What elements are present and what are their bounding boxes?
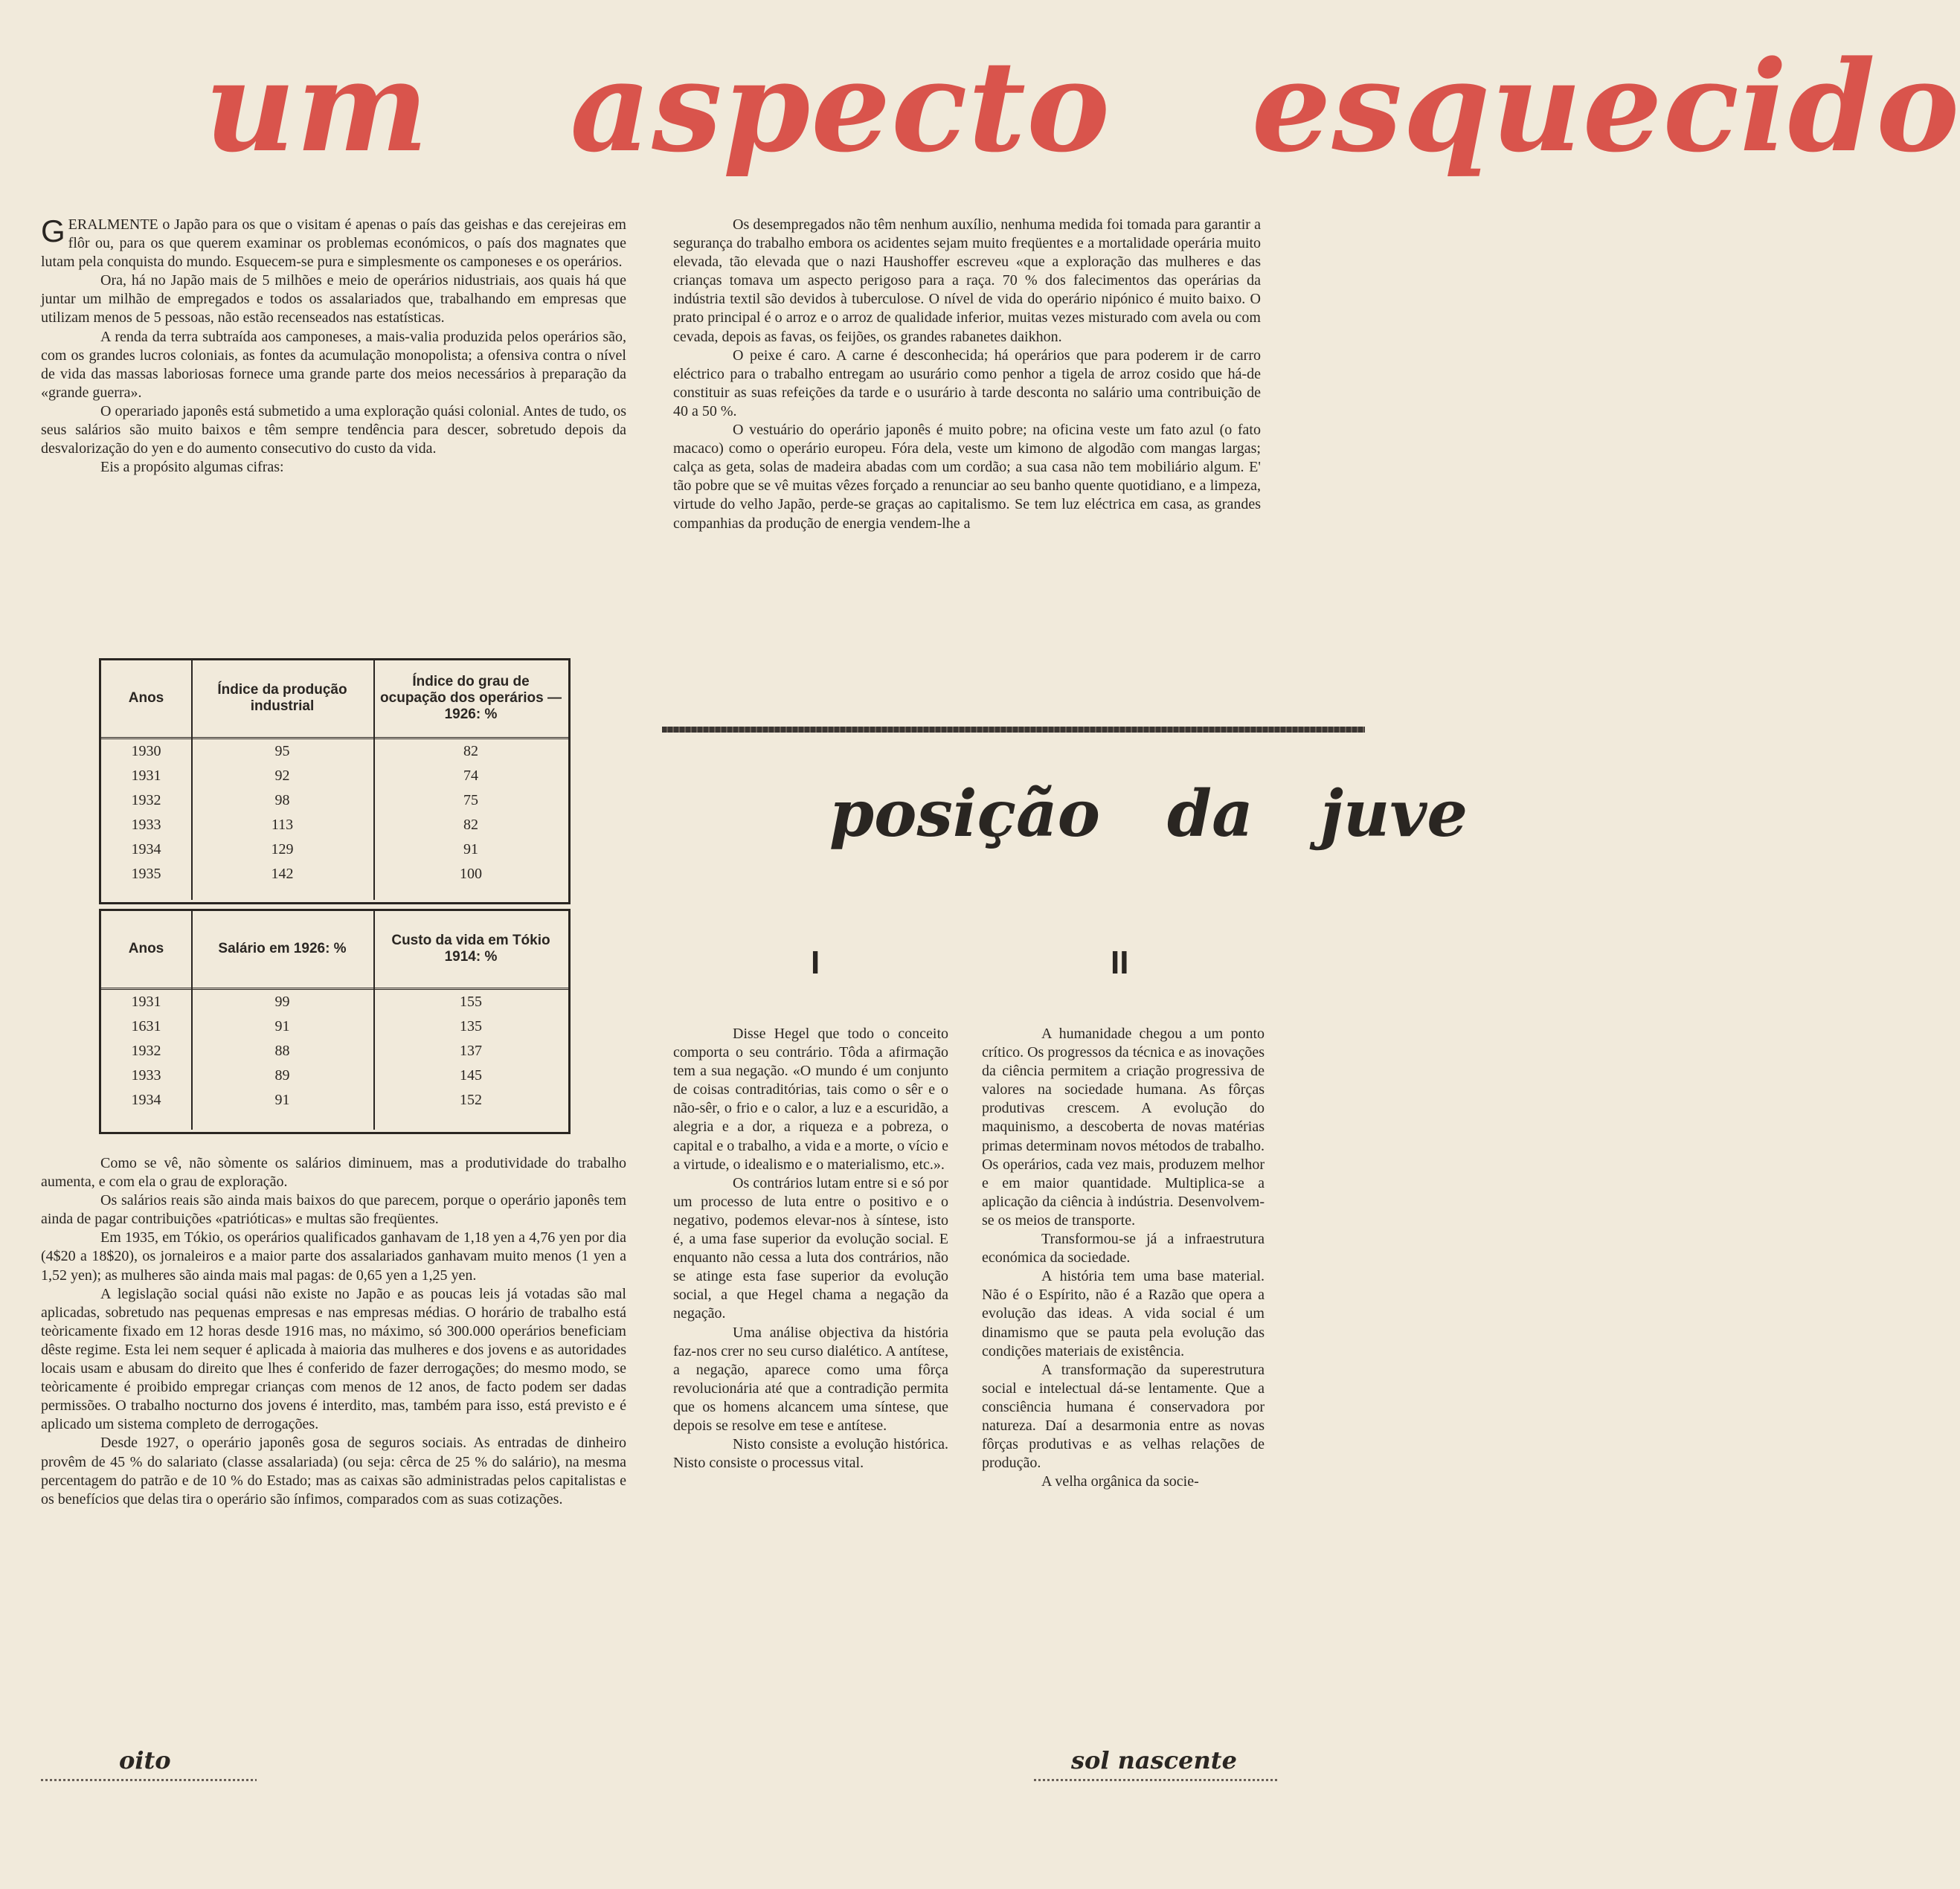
- table-cell: 91: [463, 840, 478, 857]
- section-number-ii: II: [1111, 944, 1129, 981]
- table-cell: 145: [460, 1066, 482, 1084]
- table-cell: 1935: [131, 865, 161, 882]
- table-cell: 91: [274, 1091, 290, 1108]
- table-cell: 135: [460, 1017, 482, 1034]
- table-cell: 74: [463, 767, 478, 784]
- table-cell: 98: [274, 791, 290, 808]
- article-paragraph: Os desempregados não têm nenhum auxílio, nenhuma medida foi tomada para garantir a segurança do trabalho embora os acidentes sejam muito freqüentes e a mortalidade operária muito elevada, tão elevada que o nazi Haushoffer escreveu «que a exploração das mulheres e das crianças tomava um aspecto perigoso para a raça. 70 % dos falecimentos das operárias da indústria textil são devidos à tuberculose. O nível de vida do operário nipónico é muito baixo. O prato principal é o arroz e o arroz de qualidade inferior, muitas vezes misturado com avela ou com cevada, depois as favas, os feijões, os grandes rabanetes daikhon.: [673, 216, 1261, 345]
- section-ii-column: [982, 1025, 1265, 1491]
- dropcap: G: [41, 213, 65, 248]
- table-cell: 1631: [131, 1017, 161, 1034]
- article-paragraph: Como se vê, não sòmente os salários diminuem, mas a produtividade do trabalho aumenta, e com ela o grau de exploração.: [41, 1155, 626, 1191]
- table-cell: 1931: [131, 767, 161, 784]
- table-row: [101, 862, 568, 886]
- table-row: [101, 813, 568, 837]
- table-row: [101, 1088, 568, 1113]
- footer-rule-right: [1034, 1779, 1279, 1781]
- section-heading: posição da juve: [829, 776, 1468, 852]
- article-paragraph: A velha orgânica da socie-: [1041, 1473, 1199, 1490]
- table-cell: 1932: [131, 1042, 161, 1059]
- table-cell: 100: [460, 865, 482, 882]
- article-paragraph: Os salários reais são ainda mais baixos do que parecem, porque o operário japonês tem ainda de pagar contribuições «patrióticas» e multas são freqüentes.: [41, 1192, 626, 1228]
- article-paragraph: Nisto consiste a evolução histórica. Nisto consiste o processus vital.: [673, 1436, 948, 1472]
- article-paragraph: O peixe é caro. A carne é desconhecida; há operários que para poderem ir de carro eléctrico para o trabalho entregam ao usurário como penhor a tigela de arroz cosido que há-de constituir as suas refeições da tarde e o usurário à tarde desconta no salário uma contribuição de 40 a 50 %.: [673, 347, 1261, 419]
- table-row: [101, 837, 568, 862]
- left-column-top: [41, 213, 626, 477]
- headline: um aspecto esquecido: [205, 33, 1960, 180]
- article-paragraph: Uma análise objectiva da história faz-nos crer no seu curso dialético. A antítese, a negação, aparece como uma fôrça revolucionária até que a contradição permita que os homens alcancem uma síntese, que depois se resolve em tese e antítese.: [673, 1324, 948, 1434]
- article-paragraph: Transformou-se já a infraestrutura económica da sociedade.: [982, 1231, 1265, 1267]
- section-i-column: [673, 1025, 948, 1473]
- table-row: [101, 738, 568, 764]
- table-cell: 1930: [131, 742, 161, 759]
- table-cell: 113: [271, 816, 294, 833]
- left-column-bottom: [41, 1154, 626, 1509]
- table-cell: 89: [274, 1066, 290, 1084]
- article-paragraph: A renda da terra subtraída aos camponeses, a mais-valia produzida pelos operários são, com os grandes lucros coloniais, as fontes da acumulação monopolista; a ofensiva contra o nível de vida das massas laboriosas fornece uma grande parte dos meios necessários à preparação da «grande guerra».: [41, 328, 626, 401]
- table-cell: 1931: [131, 993, 161, 1010]
- table-cell: 82: [463, 742, 478, 759]
- table-cell: 1934: [131, 840, 161, 857]
- table-cell: 82: [463, 816, 478, 833]
- table-row: [101, 788, 568, 813]
- table-header: Índice do grau de ocupação dos operários — 1926: %: [373, 660, 568, 738]
- table-cell: 1932: [131, 791, 161, 808]
- table-header: Anos: [101, 660, 191, 738]
- table-cell: 75: [463, 791, 478, 808]
- article-paragraph: GERALMENTE o Japão para os que o visitam é apenas o país das geishas e das cerejeiras em flôr ou, para os que querem examinar os problemas económicos, o país dos magnates que lutam pela conquista do mundo. Esquecem-se pura e simplesmente os camponeses e os operários.: [41, 213, 626, 271]
- section-divider: [662, 727, 1365, 733]
- table-cell: 92: [274, 767, 290, 784]
- table-row: [101, 1039, 568, 1063]
- article-paragraph: A história tem uma base material. Não é o Espírito, não é a Razão que opera a evolução das ideas. A vida social é um dinamismo que se pauta pela evolução das condições materiais de existência.: [982, 1268, 1265, 1359]
- table-header: Anos: [101, 911, 191, 988]
- article-paragraph: Disse Hegel que todo o conceito comporta o seu contrário. Tôda a afirmação tem a sua negação. «O mundo é um conjunto de coisas contraditórias, tais como o sêr e o não-sêr, o frio e o calor, a luz e a escuridão, a alegria e a dor, a riqueza e a pobreza, o capital e o trabalho, a vida e a morte, o vício e a virtude, o idealismo e o materialismo, etc.».: [673, 1026, 948, 1173]
- section-number-i: I: [811, 944, 820, 981]
- article-paragraph: A legislação social quási não existe no Japão e as poucas leis já votadas são mal aplicadas, sobretudo nas pequenas empresas e nas empresas médias. O horário de trabalho está teòricamente fixado em 12 horas desde 1916 mas, no máximo, só 300.000 operários beneficiam dêste regime. Esta lei nem sequer é aplicada à maioria das mulheres e dos jovens e as autoridades locais usam e abusam do direito que lhes é conferido de fazer derrogações; do mesmo modo, se teòricamente é proibido empregar crianças com menos de 12 anos, de facto podem ser dadas permissões. O trabalho nocturno dos jovens é interdito, mas, também para isso, está previsto e é aplicado um sistema completo de derrogações.: [41, 1285, 626, 1433]
- article-paragraph: Em 1935, em Tókio, os operários qualificados ganhavam de 1,18 yen a 4,76 yen por dia (4$20 a 18$20), os jornaleiros e a maior parte dos assalariados ganhavam muito menos (1 yen a 1,52 yen); as mulheres são ainda mais mal pagas: de 0,65 yen a 1,25 yen.: [41, 1229, 626, 1284]
- table-cell: 1933: [131, 816, 161, 833]
- production-table: [101, 660, 568, 886]
- article-paragraph: A humanidade chegou a um ponto crítico. Os progressos da técnica e as inovações da ciência permitem a criação progressiva de valores na sociedade humana. As fôrças produtivas crescem. A evolução do maquinismo, a descoberta de novas matérias primas determinam novos métodos de trabalho. Os operários, cada vez mais, produzem melhor e em maior quantidade. Multiplica-se a aplicação da ciência à indústria. Desenvolvem-se os meios de transporte.: [982, 1026, 1265, 1229]
- table-header: Custo da vida em Tókio 1914: %: [373, 911, 568, 988]
- table-cell: 99: [274, 993, 290, 1010]
- article-paragraph: O operariado japonês está submetido a uma exploração quási colonial. Antes de tudo, os seus salários são muito baixos e têm sempre tendência para descer, sobretudo depois da desvalorização do yen e do aumento consecutivo do custo da vida.: [41, 402, 626, 457]
- article-paragraph: Desde 1927, o operário japonês gosa de seguros sociais. As entradas de dinheiro provêm de 45 % do salariato (classe assalariada) (ou seja: cêrca de 25 % do salário), na mesma percentagem do patrão e de 10 % do Estado; mas as caixas são administradas pelos capitalistas e os benefícios que delas tira o operário são ínfimos, comparados com as suas cotizações.: [41, 1435, 626, 1507]
- right-column-top: [673, 216, 1261, 533]
- table-cell: 91: [274, 1017, 290, 1034]
- table-cell: 95: [274, 742, 290, 759]
- table-cell: 1934: [131, 1091, 161, 1108]
- article-paragraph: A transformação da superestrutura social e intelectual dá-se lentamente. Que a consciência humana é conservadora por natureza. Daí a desarmonia entre as novas fôrças produtivas e as velhas relações de produção.: [982, 1361, 1265, 1472]
- article-paragraph: Ora, há no Japão mais de 5 milhões e meio de operários nidustriais, aos quais há que juntar um milhão de empregados e todos os assalariados que, trabalhando em empresas que utilizam menos de 5 pessoas, não estão recenseados nas estatísticas.: [41, 272, 626, 326]
- article-paragraph: O vestuário do operário japonês é muito pobre; na oficina veste um fato azul (o fato macaco) como o operário europeu. Fóra dela, veste um kimono de algodão com mangas largas; calça as geta, solas de madeira abadas com um cordão; a sua casa não tem mobiliário algum. E' tão pobre que se vê muitas vêzes forçado a renunciar ao seu banho quente quotidiano, e a limpeza, virtude do velho Japão, perde-se graças ao capitalismo. Se tem luz eléctrica em casa, as grandes companhias da produção de energia vendem-lhe a: [673, 422, 1261, 532]
- table-cell: 155: [460, 993, 482, 1010]
- table-row: [101, 1014, 568, 1039]
- table-cell: 129: [271, 840, 294, 857]
- table-cell: 1933: [131, 1066, 161, 1084]
- table-cell: 88: [274, 1042, 290, 1059]
- table-row: [101, 988, 568, 1014]
- table-row: [101, 764, 568, 788]
- table-header: Salário em 1926: %: [191, 911, 373, 988]
- footer-rule-left: [41, 1779, 257, 1781]
- page-footer-right: sol nascente: [1071, 1746, 1237, 1774]
- wages-table: [101, 911, 568, 1113]
- table-cell: 142: [271, 865, 294, 882]
- page-footer-left: oito: [119, 1746, 171, 1774]
- article-paragraph: Eis a propósito algumas cifras:: [100, 459, 284, 476]
- table-header: Índice da produção industrial: [191, 660, 373, 738]
- table-cell: 152: [460, 1091, 482, 1108]
- table-cell: 137: [460, 1042, 482, 1059]
- table-row: [101, 1063, 568, 1088]
- article-paragraph: Os contrários lutam entre si e só por um processo de luta entre o positivo e o negativo, podemos elevar-nos à síntese, isto é, a uma fase superior da evolução social. E enquanto não cessa a luta dos contrários, não se atinge esta fase superior da evolução social, a que Hegel chama a negação da negação.: [673, 1174, 948, 1322]
